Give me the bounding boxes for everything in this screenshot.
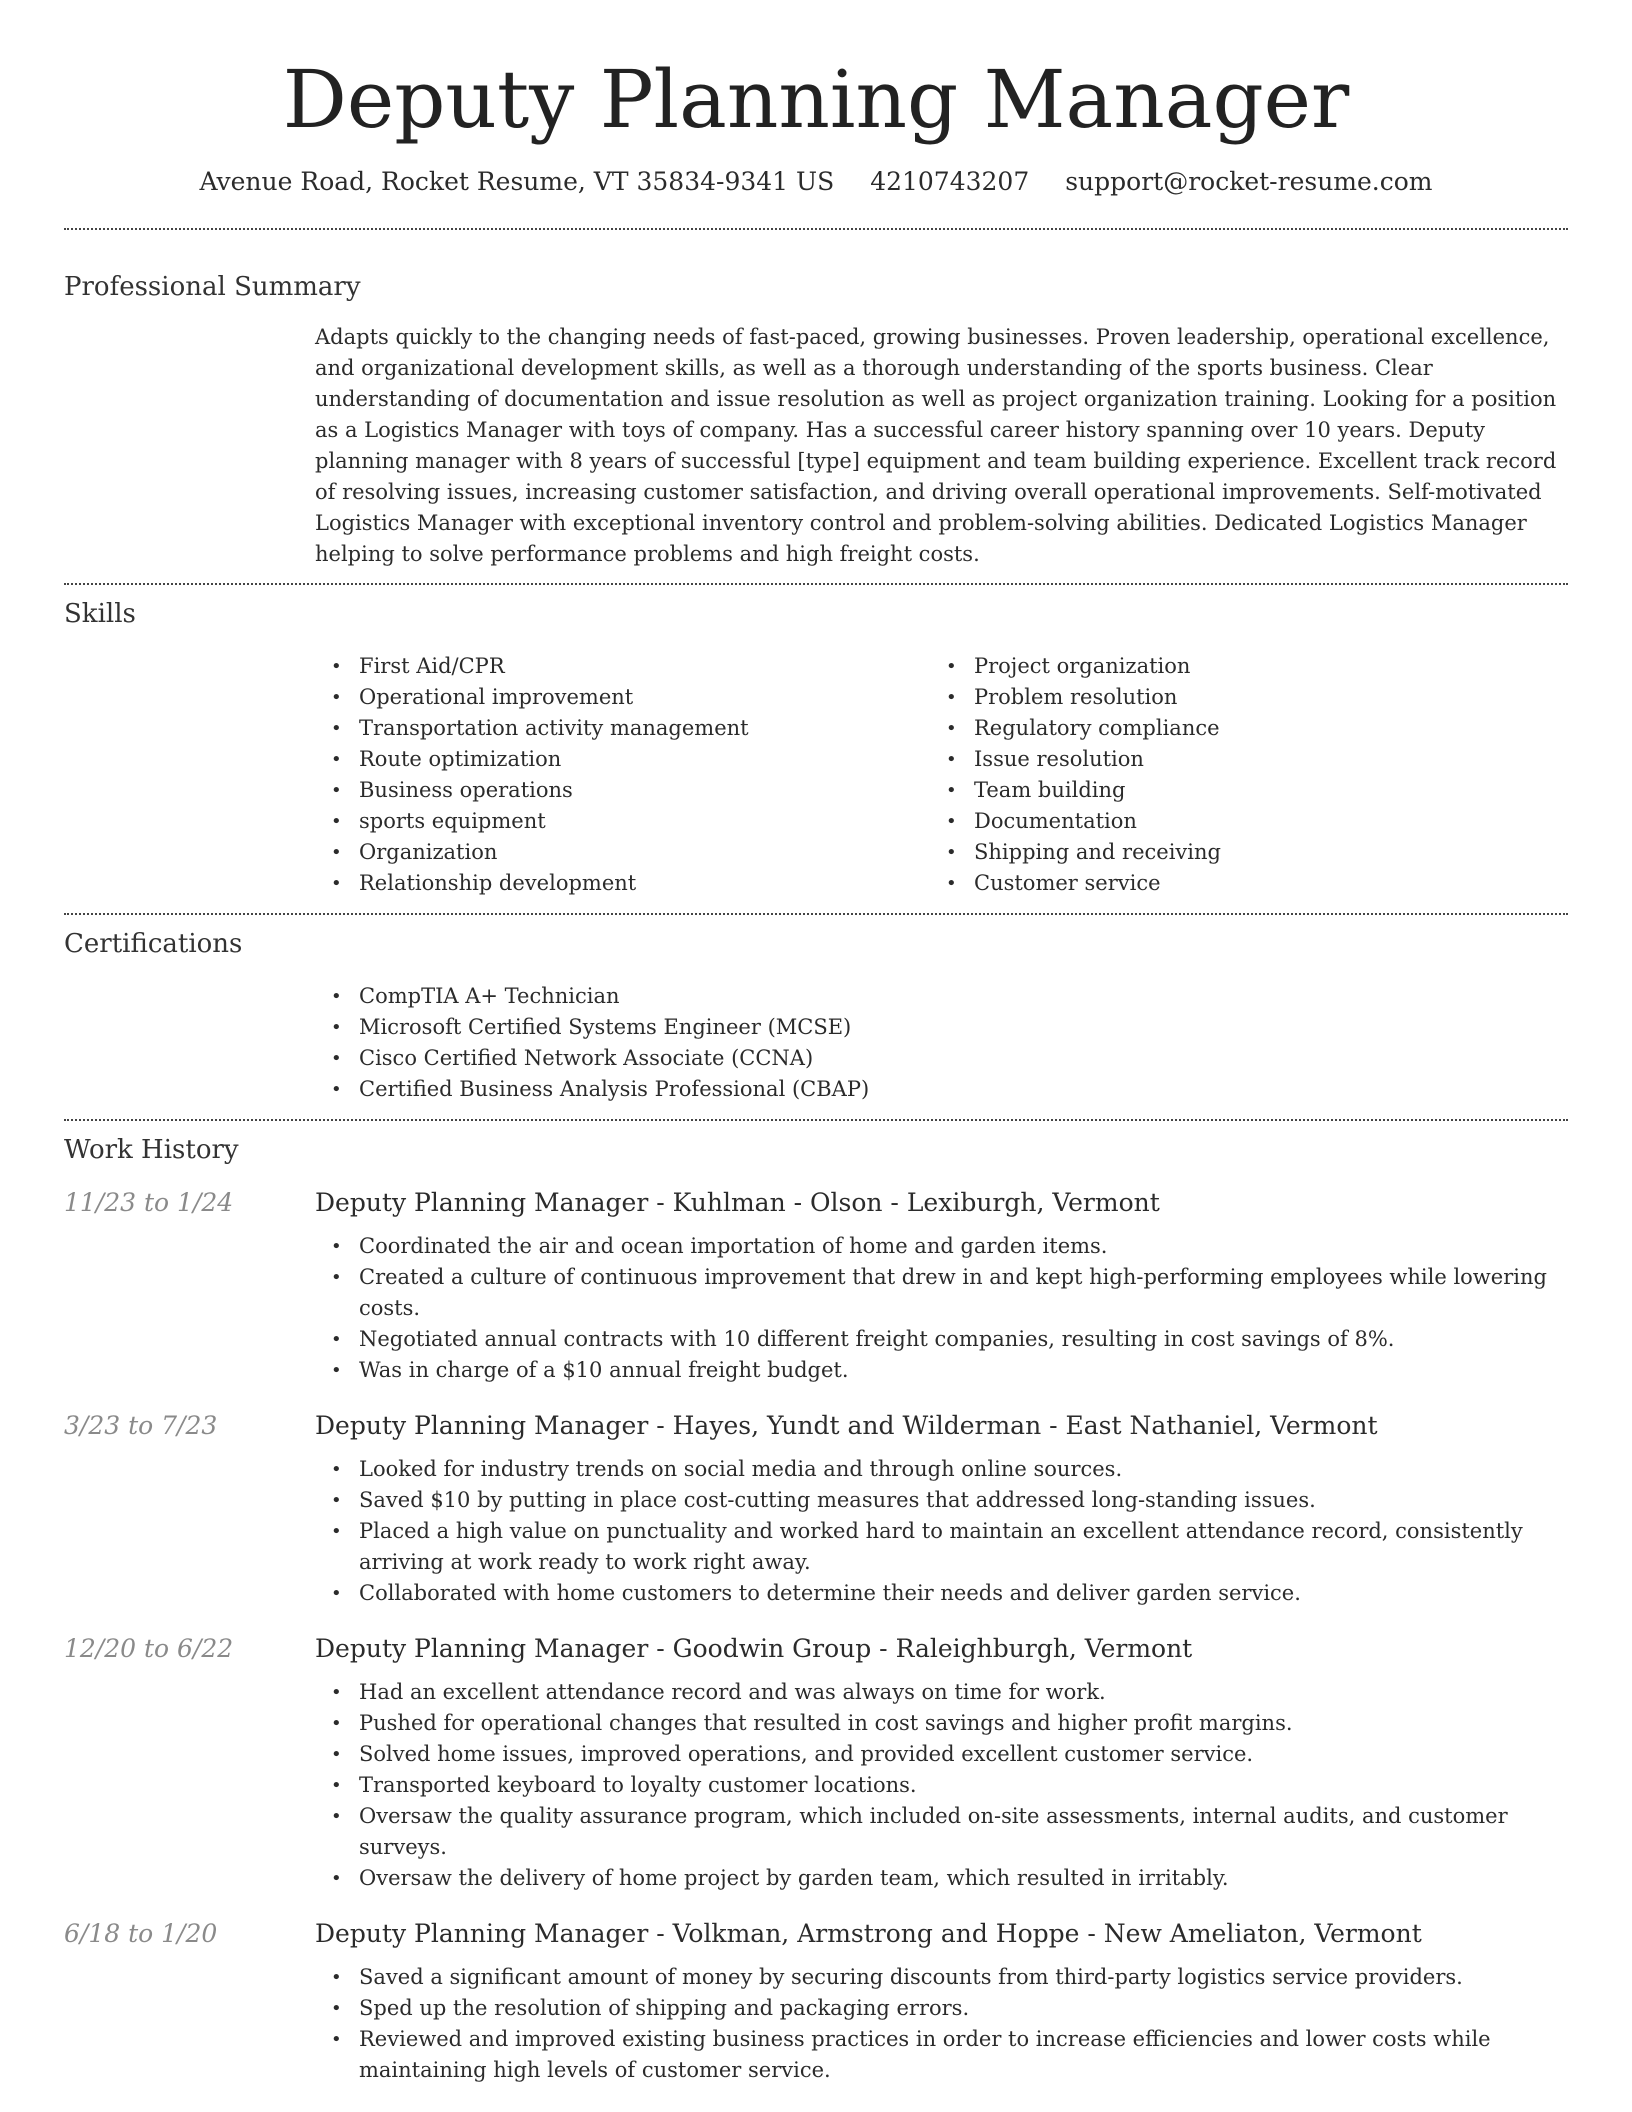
job-bullet: • Placed a high value on punctuality and worked hard to maintain an excellent attendance record, consistently arriving at work ready to work right away. bbox=[315, 1516, 1568, 1578]
work-history-title: Work History bbox=[64, 1135, 239, 1165]
job-dates: 3/23 to 7/23 bbox=[64, 1411, 218, 1440]
certification-item: • Certified Business Analysis Professional (CBAP) bbox=[315, 1074, 1568, 1105]
job-heading: Deputy Planning Manager - Kuhlman - Olson - Lexiburgh, Vermont bbox=[315, 1188, 1160, 1217]
skill-item: • Documentation bbox=[930, 806, 1545, 837]
job-bullet: • Coordinated the air and ocean importation of home and garden items. bbox=[315, 1231, 1568, 1262]
skill-item: • Transportation activity management bbox=[315, 713, 930, 744]
skill-item: • Issue resolution bbox=[930, 744, 1545, 775]
skill-item: • Operational improvement bbox=[315, 682, 930, 713]
skill-item: • Customer service bbox=[930, 868, 1545, 899]
job-entry bbox=[64, 1918, 1568, 2086]
job-body bbox=[315, 1633, 1568, 1894]
resume-header bbox=[64, 0, 1568, 198]
job-heading: Deputy Planning Manager - Hayes, Yundt and Wilderman - East Nathaniel, Vermont bbox=[315, 1411, 1378, 1440]
certifications-list bbox=[315, 981, 1568, 1105]
skills-column-right bbox=[930, 651, 1545, 899]
contact-phone: 4210743207 bbox=[870, 167, 1030, 196]
skills-list bbox=[315, 651, 1568, 899]
section-divider bbox=[64, 913, 1568, 915]
job-body bbox=[315, 1187, 1568, 1386]
work-history-list bbox=[64, 1187, 1568, 2086]
section-divider bbox=[64, 583, 1568, 585]
job-bullet: • Oversaw the quality assurance program, which included on-site assessments, internal audits, and customer surveys. bbox=[315, 1801, 1568, 1863]
job-bullets bbox=[315, 1677, 1568, 1894]
contact-address: Avenue Road, Rocket Resume, VT 35834-9341 US bbox=[199, 167, 835, 196]
job-bullet: • Looked for industry trends on social media and through online sources. bbox=[315, 1454, 1568, 1485]
job-bullet: • Had an excellent attendance record and was always on time for work. bbox=[315, 1677, 1568, 1708]
job-bullet: • Collaborated with home customers to determine their needs and deliver garden service. bbox=[315, 1578, 1568, 1609]
certifications-bullets bbox=[315, 981, 1568, 1105]
job-bullets bbox=[315, 1962, 1568, 2086]
job-bullet: • Negotiated annual contracts with 10 different freight companies, resulting in cost savings of 8%. bbox=[315, 1324, 1568, 1355]
skill-item: • sports equipment bbox=[315, 806, 930, 837]
section-divider bbox=[64, 228, 1568, 230]
skill-item: • Business operations bbox=[315, 775, 930, 806]
skill-item: • Route optimization bbox=[315, 744, 930, 775]
job-bullet: • Created a culture of continuous improvement that drew in and kept high-performing employees while lowering costs. bbox=[315, 1262, 1568, 1324]
job-bullet: • Pushed for operational changes that resulted in cost savings and higher profit margins. bbox=[315, 1708, 1568, 1739]
skills-title: Skills bbox=[64, 599, 136, 629]
job-entry bbox=[64, 1187, 1568, 1386]
job-dates: 6/18 to 1/20 bbox=[64, 1919, 218, 1948]
job-heading: Deputy Planning Manager - Goodwin Group - Raleighburgh, Vermont bbox=[315, 1634, 1193, 1663]
skill-item: • First Aid/CPR bbox=[315, 651, 930, 682]
job-bullet: • Oversaw the delivery of home project by garden team, which resulted in irritably. bbox=[315, 1863, 1568, 1894]
summary-text: Adapts quickly to the changing needs of fast-paced, growing businesses. Proven leadership, operational excellence, and organizational development skills, as well as a thorough understanding of the sports business. Clear understanding of documentation and issue resolution as well as project organization training. Looking for a position as a Logistics Manager with toys of company. Has a successful career history spanning over 10 years. Deputy planning manager with 8 years of successful [type] equipment and team building experience. Excellent track record of resolving issues, increasing customer satisfaction, and driving overall operational improvements. Self-motivated Logistics Manager with exceptional inventory control and problem-solving abilities. Dedicated Logistics Manager helping to solve performance problems and high freight costs. bbox=[315, 325, 1557, 566]
job-body bbox=[315, 1410, 1568, 1609]
certification-item: • Cisco Certified Network Associate (CCNA) bbox=[315, 1043, 1568, 1074]
job-bullet: • Saved $10 by putting in place cost-cutting measures that addressed long-standing issues. bbox=[315, 1485, 1568, 1516]
job-body bbox=[315, 1918, 1568, 2086]
job-entry bbox=[64, 1410, 1568, 1609]
job-bullets bbox=[315, 1454, 1568, 1609]
skill-item: • Relationship development bbox=[315, 868, 930, 899]
skill-item: • Team building bbox=[930, 775, 1545, 806]
skills-column-left bbox=[315, 651, 930, 899]
job-bullet: • Reviewed and improved existing business practices in order to increase efficiencies and lower costs while maintaining high levels of customer service. bbox=[315, 2024, 1568, 2086]
skill-item: • Project organization bbox=[930, 651, 1545, 682]
contact-email: support@rocket-resume.com bbox=[1065, 167, 1433, 196]
job-bullet: • Transported keyboard to loyalty customer locations. bbox=[315, 1770, 1568, 1801]
job-dates: 11/23 to 1/24 bbox=[64, 1188, 234, 1217]
certification-item: • CompTIA A+ Technician bbox=[315, 981, 1568, 1012]
contact-line bbox=[64, 166, 1568, 198]
summary-title: Professional Summary bbox=[64, 272, 361, 302]
job-bullet: • Sped up the resolution of shipping and packaging errors. bbox=[315, 1993, 1568, 2024]
skill-item: • Shipping and receiving bbox=[930, 837, 1545, 868]
job-bullets bbox=[315, 1231, 1568, 1386]
job-heading: Deputy Planning Manager - Volkman, Armstrong and Hoppe - New Ameliaton, Vermont bbox=[315, 1919, 1422, 1948]
certification-item: • Microsoft Certified Systems Engineer (MCSE) bbox=[315, 1012, 1568, 1043]
job-bullet: • Was in charge of a $10 annual freight budget. bbox=[315, 1355, 1568, 1386]
candidate-name: Deputy Planning Manager bbox=[282, 53, 1350, 146]
job-bullet: • Saved a significant amount of money by securing discounts from third-party logistics service providers. bbox=[315, 1962, 1568, 1993]
skill-item: • Organization bbox=[315, 837, 930, 868]
job-dates: 12/20 to 6/22 bbox=[64, 1634, 234, 1663]
job-bullet: • Solved home issues, improved operations, and provided excellent customer service. bbox=[315, 1739, 1568, 1770]
skill-item: • Regulatory compliance bbox=[930, 713, 1545, 744]
job-entry bbox=[64, 1633, 1568, 1894]
section-divider bbox=[64, 1119, 1568, 1121]
certifications-title: Certifications bbox=[64, 929, 243, 959]
skill-item: • Problem resolution bbox=[930, 682, 1545, 713]
